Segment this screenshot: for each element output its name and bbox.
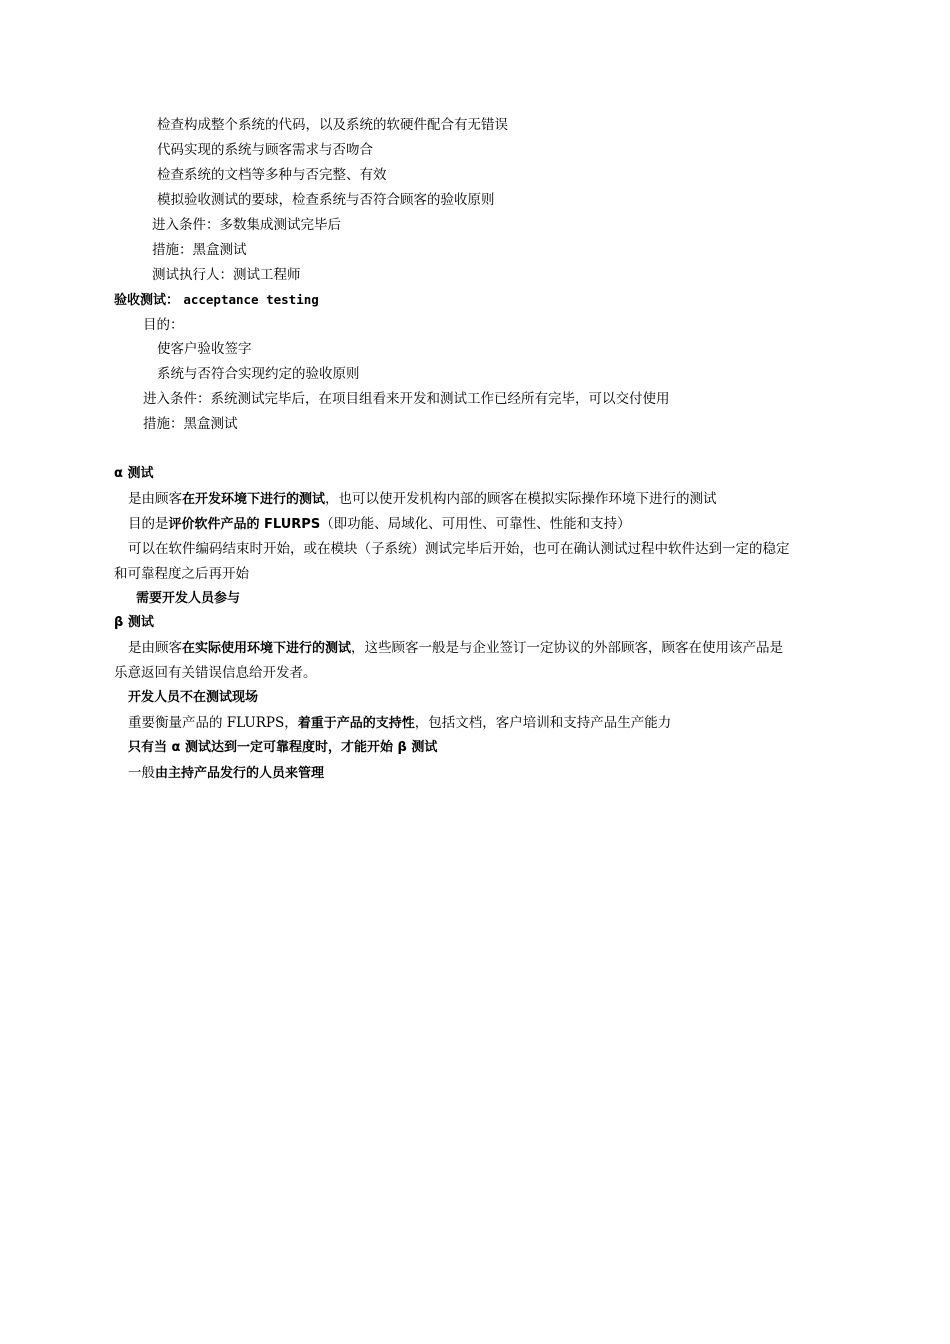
beta-measure [128, 714, 671, 733]
integration-measure: 措施：黑盒测试 [152, 242, 247, 258]
beta-desc-post: ，这些顾客一般是与企业签订一定协议的外部顾客，顾客在使用该产品是 [351, 640, 784, 656]
alpha-developers: 需要开发人员参与 [136, 591, 241, 606]
alpha-desc-bold: 在开发环境下进行的测试 [182, 492, 326, 507]
alpha-desc-post: ，也可以使开发机构内部的顾客在模拟实际操作环境下进行的测试 [325, 491, 717, 507]
acceptance-purpose-1: 使客户验收签字 [157, 341, 252, 357]
integration-entry-condition: 进入条件：多数集成测试完毕后 [152, 217, 341, 233]
beta-heading: β 测试 [114, 615, 154, 630]
alpha-goal-pre: 目的是 [128, 516, 169, 532]
beta-description [128, 639, 783, 658]
alpha-goal-bold: 评价软件产品的 FLURPS [168, 517, 321, 532]
acceptance-title-en: acceptance testing [183, 292, 319, 307]
acceptance-title-cn: 验收测试： [114, 293, 180, 308]
beta-manage-bold: 由主持产品发行的人员来管理 [155, 766, 325, 781]
integration-purpose-4: 模拟验收测试的要球，检查系统与否符合顾客的验收原则 [157, 192, 495, 208]
integration-executor: 测试执行人：测试工程师 [152, 267, 301, 283]
alpha-goal-post: （即功能、局域化、可用性、可靠性、性能和支持） [320, 516, 631, 532]
acceptance-measure: 措施：黑盒测试 [143, 416, 238, 432]
integration-purpose-1: 检查构成整个系统的代码，以及系统的软硬件配合有无错误 [157, 117, 508, 133]
alpha-goal [128, 515, 631, 534]
beta-description-line-2: 乐意返回有关错误信息给开发者。 [114, 665, 317, 681]
alpha-desc-pre: 是由顾客 [128, 491, 182, 507]
beta-only-when: 只有当 α 测试达到一定可靠程度时，才能开始 β 测试 [128, 740, 438, 755]
acceptance-entry-condition: 进入条件：系统测试完毕后，在项目组看来开发和测试工作已经所有完毕，可以交付使用 [143, 391, 670, 407]
integration-purpose-3: 检查系统的文档等多种与否完整、有效 [157, 167, 387, 183]
beta-desc-bold: 在实际使用环境下进行的测试 [182, 641, 352, 656]
alpha-start-line-1: 可以在软件编码结束时开始，或在模块（子系统）测试完毕后开始，也可在确认测试过程中软件达到一定的稳定 [128, 541, 790, 557]
beta-management [128, 764, 324, 783]
acceptance-purpose-label: 目的： [143, 317, 184, 333]
acceptance-heading [114, 291, 319, 310]
beta-developers-absent: 开发人员不在测试现场 [128, 690, 259, 705]
acceptance-purpose-2: 系统与否符合实现约定的验收原则 [157, 366, 360, 382]
beta-desc-pre: 是由顾客 [128, 640, 182, 656]
alpha-heading: α 测试 [114, 466, 154, 481]
integration-purpose-2: 代码实现的系统与顾客需求与否吻合 [157, 142, 373, 158]
alpha-description [128, 490, 717, 509]
beta-manage-pre: 一般 [128, 765, 155, 781]
beta-measure-pre: 重要衡量产品的 FLURPS， [128, 715, 298, 731]
beta-measure-post: ，包括文档，客户培训和支持产品生产能力 [414, 715, 672, 731]
alpha-start-line-2: 和可靠程度之后再开始 [114, 566, 249, 582]
beta-measure-bold: 着重于产品的支持性 [297, 716, 415, 731]
